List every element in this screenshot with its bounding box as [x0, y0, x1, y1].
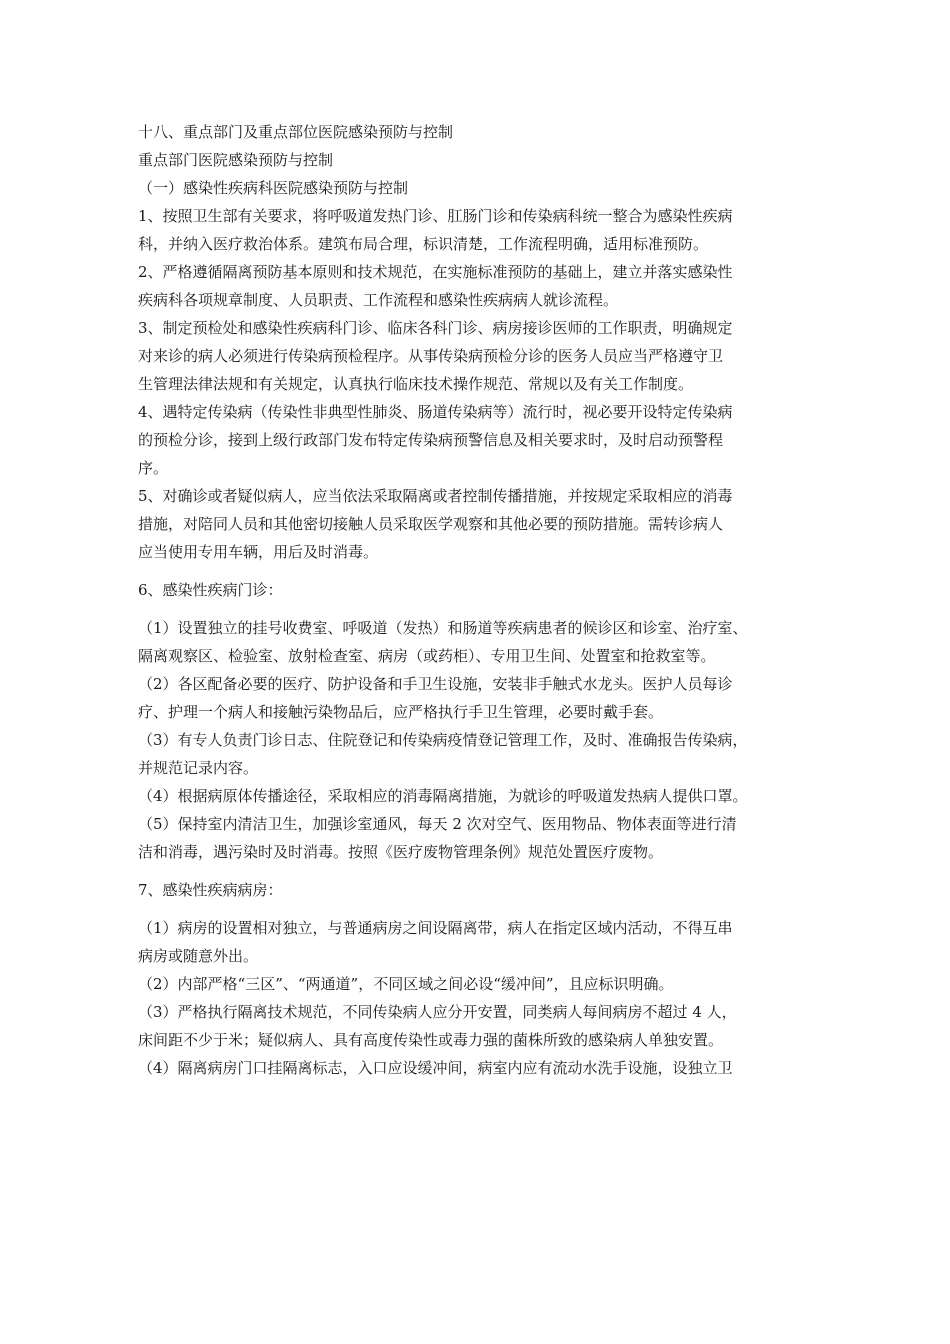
paragraph-line: （3）严格执行隔离技术规范，不同传染病人应分开安置，同类病人每间病房不超过 4 人，	[138, 1003, 737, 1021]
item-heading: 6、感染性疾病门诊：	[138, 581, 283, 599]
item-heading: 7、感染性疾病病房：	[138, 881, 283, 899]
subsection-title: （一）感染性疾病科医院感染预防与控制	[138, 179, 409, 197]
paragraph-line: 应当使用专用车辆，用后及时消毒。	[138, 543, 379, 561]
paragraph-line: 1、按照卫生部有关要求，将呼吸道发热门诊、肛肠门诊和传染病科统一整合为感染性疾病	[138, 207, 733, 225]
paragraph-line: 生管理法律法规和有关规定，认真执行临床技术操作规范、常规以及有关工作制度。	[138, 375, 694, 393]
paragraph-line: 疗、护理一个病人和接触污染物品后，应严格执行手卫生管理，必要时戴手套。	[138, 703, 664, 721]
paragraph-line: （1）设置独立的挂号收费室、呼吸道（发热）和肠道等疾病患者的候诊区和诊室、治疗室、	[138, 619, 748, 637]
paragraph-line: 3、制定预检处和感染性疾病科门诊、临床各科门诊、病房接诊医师的工作职责，明确规定	[138, 319, 733, 337]
paragraph-line: （4）隔离病房门口挂隔离标志，入口应设缓冲间，病室内应有流动水洗手设施，设独立卫	[138, 1059, 733, 1077]
paragraph-line: 病房或随意外出。	[138, 947, 259, 965]
paragraph-line: 科，并纳入医疗救治体系。建筑布局合理，标识清楚，工作流程明确，适用标准预防。	[138, 235, 709, 253]
spacer	[138, 866, 818, 876]
subsection-heading: 重点部门医院感染预防与控制	[138, 151, 334, 169]
paragraph-line: （5）保持室内清洁卫生，加强诊室通风，每天 2 次对空气、医用物品、物体表面等进行清	[138, 815, 737, 833]
paragraph-line: 床间距不少于米；疑似病人、具有高度传染性或毒力强的菌株所致的感染病人单独安置。	[138, 1031, 724, 1049]
document-body	[138, 118, 818, 1082]
paragraph-line: 4、遇特定传染病（传染性非典型性肺炎、肠道传染病等）流行时，视必要开设特定传染病	[138, 403, 733, 421]
paragraph-line: 序。	[138, 459, 169, 477]
paragraph-line: 5、对确诊或者疑似病人，应当依法采取隔离或者控制传播措施，并按规定采取相应的消毒	[138, 487, 733, 505]
paragraph-line: 2、严格遵循隔离预防基本原则和技术规范，在实施标准预防的基础上，建立并落实感染性	[138, 263, 733, 281]
spacer	[138, 604, 818, 614]
section-heading: 十八、重点部门及重点部位医院感染预防与控制	[138, 123, 454, 141]
paragraph-line: （3）有专人负责门诊日志、住院登记和传染病疫情登记管理工作，及时、准确报告传染病，	[138, 731, 748, 749]
spacer	[138, 566, 818, 576]
paragraph-line: 疾病科各项规章制度、人员职责、工作流程和感染性疾病病人就诊流程。	[138, 291, 619, 309]
paragraph-line: （1）病房的设置相对独立，与普通病房之间设隔离带，病人在指定区域内活动，不得互串	[138, 919, 733, 937]
paragraph-line: （2）各区配备必要的医疗、防护设备和手卫生设施，安装非手触式水龙头。医护人员每诊	[138, 675, 733, 693]
paragraph-line: （4）根据病原体传播途径，采取相应的消毒隔离措施，为就诊的呼吸道发热病人提供口罩。	[138, 787, 748, 805]
spacer	[138, 904, 818, 914]
paragraph-line: 洁和消毒，遇污染时及时消毒。按照《医疗废物管理条例》规范处置医疗废物。	[138, 843, 664, 861]
paragraph-line: （2）内部严格“三区”、“两通道”，不同区域之间必设“缓冲间”，且应标识明确。	[138, 975, 674, 993]
paragraph-line: 并规范记录内容。	[138, 759, 259, 777]
paragraph-line: 隔离观察区、检验室、放射检查室、病房（或药柜）、专用卫生间、处置室和抢救室等。	[138, 647, 716, 665]
paragraph-line: 对来诊的病人必须进行传染病预检程序。从事传染病预检分诊的医务人员应当严格遵守卫	[138, 347, 724, 365]
paragraph-line: 的预检分诊，接到上级行政部门发布特定传染病预警信息及相关要求时，及时启动预警程	[138, 431, 724, 449]
paragraph-line: 措施，对陪同人员和其他密切接触人员采取医学观察和其他必要的预防措施。需转诊病人	[138, 515, 724, 533]
